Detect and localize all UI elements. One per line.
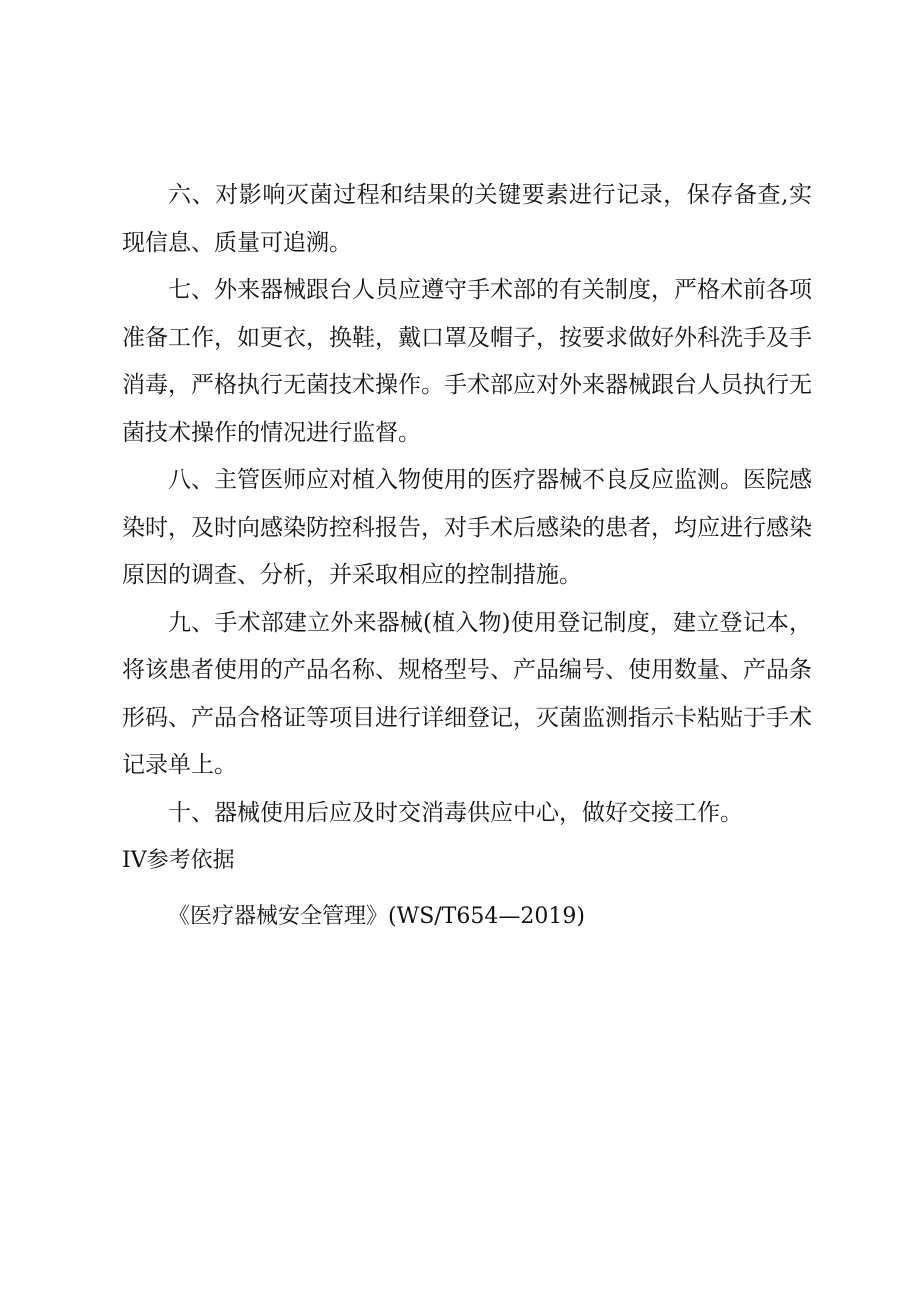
paragraph-item-6: 六、对影响灭菌过程和结果的关键要素进行记录，保存备查,实现信息、质量可追溯。 xyxy=(122,182,812,256)
paragraph-item-8: 八、主管医师应对植入物使用的医疗器械不良反应监测。医院感染时，及时向感染防控科报告，对手术后感染的患者，均应进行感染原因的调查、分析，并采取相应的控制措施。 xyxy=(122,467,812,588)
paragraph-item-9: 九、手术部建立外来器械(植入物)使用登记制度，建立登记本，将该患者使用的产品名称、规格型号、产品编号、使用数量、产品条形码、产品合格证等项目进行详细登记，灭菌监测指示卡粘贴于手术记录单上。 xyxy=(122,609,812,778)
section-heading: IV参考依据 xyxy=(122,848,235,873)
reference-citation: 《医疗器械安全管理》(WS/T654—2019) xyxy=(168,903,585,929)
paragraph-item-7: 七、外来器械跟台人员应遵守手术部的有关制度，严格术前各项准备工作，如更衣，换鞋，戴口罩及帽子，按要求做好外科洗手及手消毒，严格执行无菌技术操作。手术部应对外来器械跟台人员执行无菌技术操作的情况进行监督。 xyxy=(122,277,812,446)
document-body xyxy=(122,172,812,940)
paragraph-item-10: 十、器械使用后应及时交消毒供应中心，做好交接工作。 xyxy=(168,799,743,826)
